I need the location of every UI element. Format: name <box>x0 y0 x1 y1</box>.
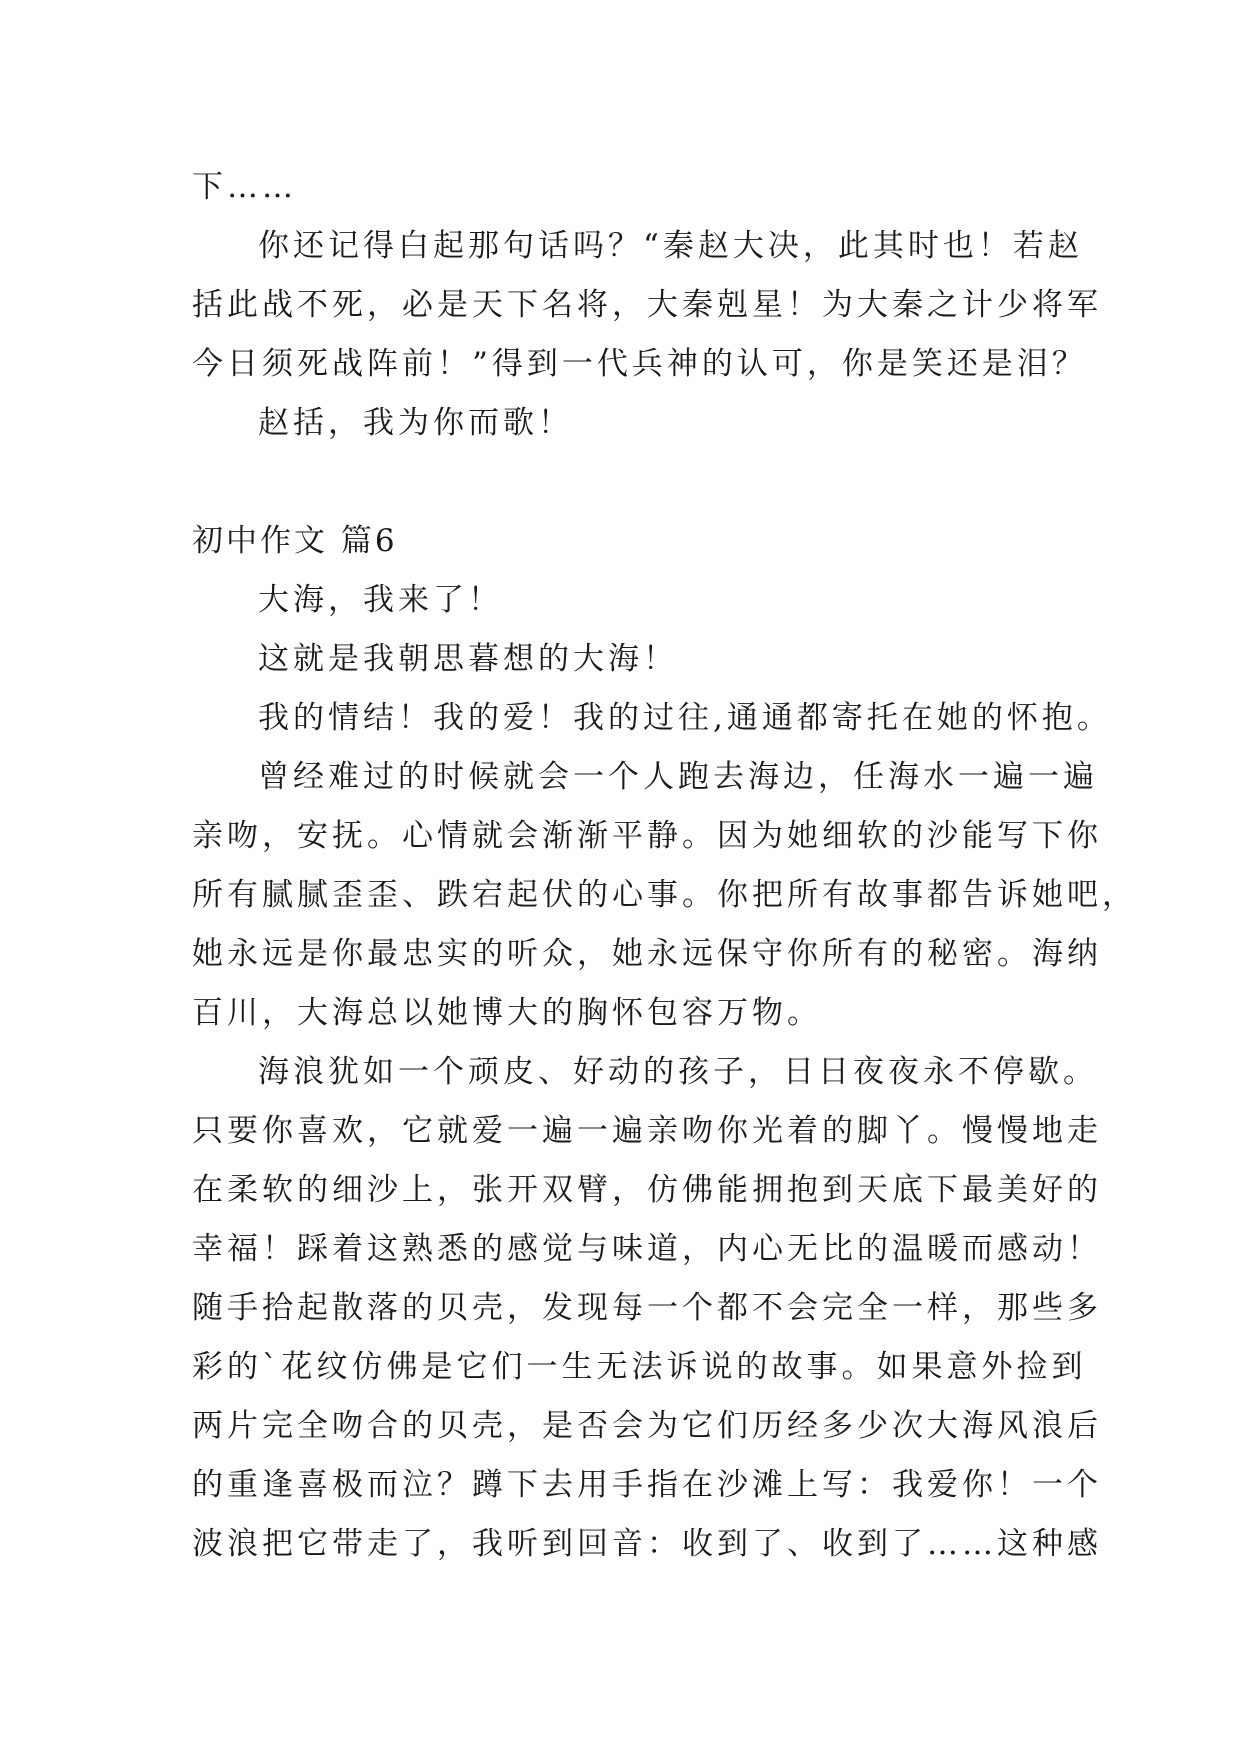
text-line: 幸福！踩着这熟悉的感觉与味道，内心无比的温暖而感动！ <box>192 1231 1102 1267</box>
text-line: 波浪把它带走了，我听到回音：收到了、收到了……这种感 <box>192 1526 1102 1562</box>
text-line: 赵括，我为你而歌！ <box>258 405 573 441</box>
text-line: 这就是我朝思暮想的大海！ <box>258 641 678 677</box>
section-heading: 初中作文 篇6 <box>192 523 398 559</box>
document-body <box>192 158 1137 1574</box>
text-line: 下…… <box>192 169 297 205</box>
text-line: 括此战不死，必是天下名将，大秦剋星！为大秦之计少将军 <box>192 287 1102 323</box>
text-line: 百川，大海总以她博大的胸怀包容万物。 <box>192 995 822 1031</box>
text-line: 只要你喜欢，它就爱一遍一遍亲吻你光着的脚丫。慢慢地走 <box>192 1113 1102 1149</box>
text-line: 今日须死战阵前！”得到一代兵神的认可，你是笑还是泪？ <box>192 346 1087 382</box>
text-line: 彩的`花纹仿佛是它们一生无法诉说的故事。如果意外捡到 <box>192 1349 1087 1385</box>
text-line: 曾经难过的时候就会一个人跑去海边，任海水一遍一遍 <box>258 759 1098 795</box>
text-line: 的重逢喜极而泣？蹲下去用手指在沙滩上写：我爱你！一个 <box>192 1467 1102 1503</box>
text-line: 她永远是你最忠实的听众，她永远保守你所有的秘密。海纳 <box>192 936 1102 972</box>
text-line: 你还记得白起那句话吗？“秦赵大决，此其时也！若赵 <box>258 228 1083 264</box>
text-line: 海浪犹如一个顽皮、好动的孩子，日日夜夜永不停歇。 <box>258 1054 1098 1090</box>
section-gap <box>192 453 1060 512</box>
text-line: 我的情结！我的爱！我的过往,通通都寄托在她的怀抱。 <box>258 700 1112 736</box>
text-line: 在柔软的细沙上，张开双臂，仿佛能拥抱到天底下最美好的 <box>192 1172 1102 1208</box>
text-line: 亲吻，安抚。心情就会渐渐平静。因为她细软的沙能写下你 <box>192 818 1102 854</box>
text-line: 两片完全吻合的贝壳，是否会为它们历经多少次大海风浪后 <box>192 1408 1102 1444</box>
text-line: 随手拾起散落的贝壳，发现每一个都不会完全一样，那些多 <box>192 1290 1102 1326</box>
text-line: 大海，我来了！ <box>258 582 503 618</box>
text-line: 所有腻腻歪歪、跌宕起伏的心事。你把所有故事都告诉她吧， <box>192 877 1137 913</box>
